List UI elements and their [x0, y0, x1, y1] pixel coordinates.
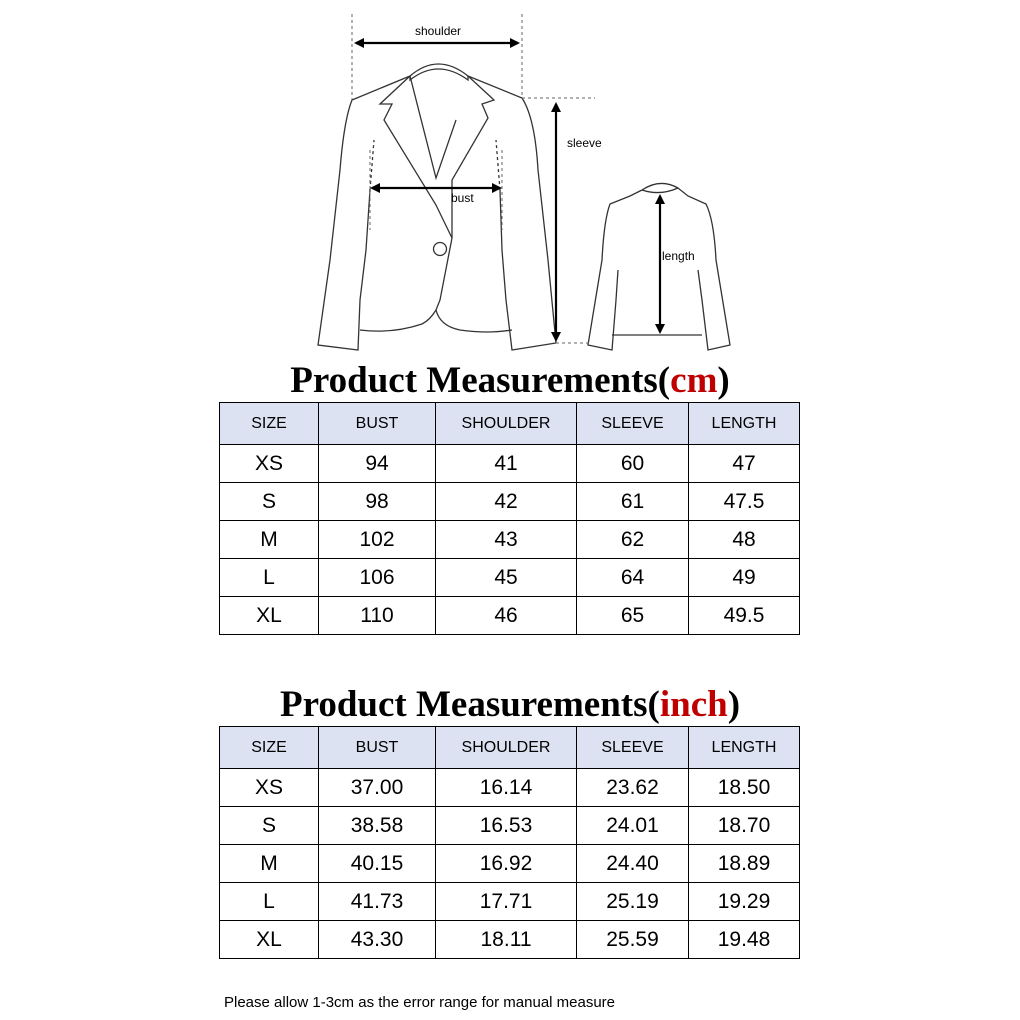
table-cell: 49 — [689, 559, 800, 597]
table-header-row — [220, 727, 800, 769]
table-row — [220, 559, 800, 597]
table-cell: 94 — [319, 445, 436, 483]
table-cell: 60 — [577, 445, 689, 483]
table-cell: 106 — [319, 559, 436, 597]
header-cell: BUST — [319, 727, 436, 769]
table-cell: 18.50 — [689, 769, 800, 807]
table-row — [220, 883, 800, 921]
header-cell: SLEEVE — [577, 403, 689, 445]
inch-table-title — [0, 685, 1020, 725]
table-cell: 24.01 — [577, 807, 689, 845]
header-cell: SHOULDER — [436, 727, 577, 769]
table-cell: XL — [220, 921, 319, 959]
table-row — [220, 521, 800, 559]
table-row — [220, 807, 800, 845]
table-cell: 16.14 — [436, 769, 577, 807]
table-cell: 19.48 — [689, 921, 800, 959]
table-cell: 49.5 — [689, 597, 800, 635]
table-cell: 24.40 — [577, 845, 689, 883]
table-cell: 19.29 — [689, 883, 800, 921]
table-cell: 65 — [577, 597, 689, 635]
measurement-error-note: Please allow 1-3cm as the error range for manual measure — [224, 994, 616, 1011]
table-cell: L — [220, 559, 319, 597]
table-cell: 16.92 — [436, 845, 577, 883]
table-cell: 41 — [436, 445, 577, 483]
table-cell: 61 — [577, 483, 689, 521]
table-cell: XS — [220, 445, 319, 483]
table-cell: XS — [220, 769, 319, 807]
table-cell: 62 — [577, 521, 689, 559]
inch-title-prefix: Product Measurements( — [279, 684, 660, 725]
cm-size-table — [219, 402, 800, 635]
table-header-row — [220, 403, 800, 445]
header-cell: BUST — [319, 403, 436, 445]
header-cell: LENGTH — [689, 403, 800, 445]
table-cell: 48 — [689, 521, 800, 559]
table-cell: 64 — [577, 559, 689, 597]
header-cell: SIZE — [220, 727, 319, 769]
inch-title-suffix: ) — [727, 684, 741, 725]
table-cell: 18.89 — [689, 845, 800, 883]
table-cell: 23.62 — [577, 769, 689, 807]
table-cell: 37.00 — [319, 769, 436, 807]
shoulder-label: shoulder — [415, 24, 462, 38]
table-cell: M — [220, 845, 319, 883]
cm-title-suffix: ) — [717, 360, 730, 401]
cm-title-unit: cm — [670, 360, 718, 401]
table-cell: 102 — [319, 521, 436, 559]
table-cell: M — [220, 521, 319, 559]
table-row — [220, 769, 800, 807]
table-cell: 18.11 — [436, 921, 577, 959]
table-cell: 110 — [319, 597, 436, 635]
table-cell: S — [220, 807, 319, 845]
table-cell: 42 — [436, 483, 577, 521]
table-cell: 18.70 — [689, 807, 800, 845]
length-label: length — [662, 249, 695, 263]
cm-table-title — [0, 361, 1020, 401]
table-cell: L — [220, 883, 319, 921]
table-row — [220, 597, 800, 635]
table-cell: 40.15 — [319, 845, 436, 883]
table-cell: 47.5 — [689, 483, 800, 521]
inch-title-unit: inch — [659, 684, 728, 725]
table-cell: XL — [220, 597, 319, 635]
header-cell: SLEEVE — [577, 727, 689, 769]
table-cell: 41.73 — [319, 883, 436, 921]
table-cell: 25.59 — [577, 921, 689, 959]
table-cell: 16.53 — [436, 807, 577, 845]
header-cell: LENGTH — [689, 727, 800, 769]
table-cell: 45 — [436, 559, 577, 597]
table-cell: 98 — [319, 483, 436, 521]
table-row — [220, 445, 800, 483]
front-jacket-drawing — [318, 64, 556, 350]
bust-label: bust — [451, 191, 474, 205]
header-cell: SIZE — [220, 403, 319, 445]
measurement-guides — [352, 14, 595, 343]
jacket-measurement-diagram — [0, 0, 1020, 360]
table-cell: 17.71 — [436, 883, 577, 921]
table-cell: 47 — [689, 445, 800, 483]
table-cell: 43.30 — [319, 921, 436, 959]
table-cell: 43 — [436, 521, 577, 559]
inch-size-table — [219, 726, 800, 959]
table-cell: 25.19 — [577, 883, 689, 921]
table-cell: 46 — [436, 597, 577, 635]
table-cell: 38.58 — [319, 807, 436, 845]
sleeve-label: sleeve — [567, 136, 602, 150]
header-cell: SHOULDER — [436, 403, 577, 445]
table-row — [220, 921, 800, 959]
table-row — [220, 483, 800, 521]
cm-title-prefix: Product Measurements( — [290, 360, 671, 401]
table-row — [220, 845, 800, 883]
measurement-arrows — [356, 43, 660, 340]
table-cell: S — [220, 483, 319, 521]
